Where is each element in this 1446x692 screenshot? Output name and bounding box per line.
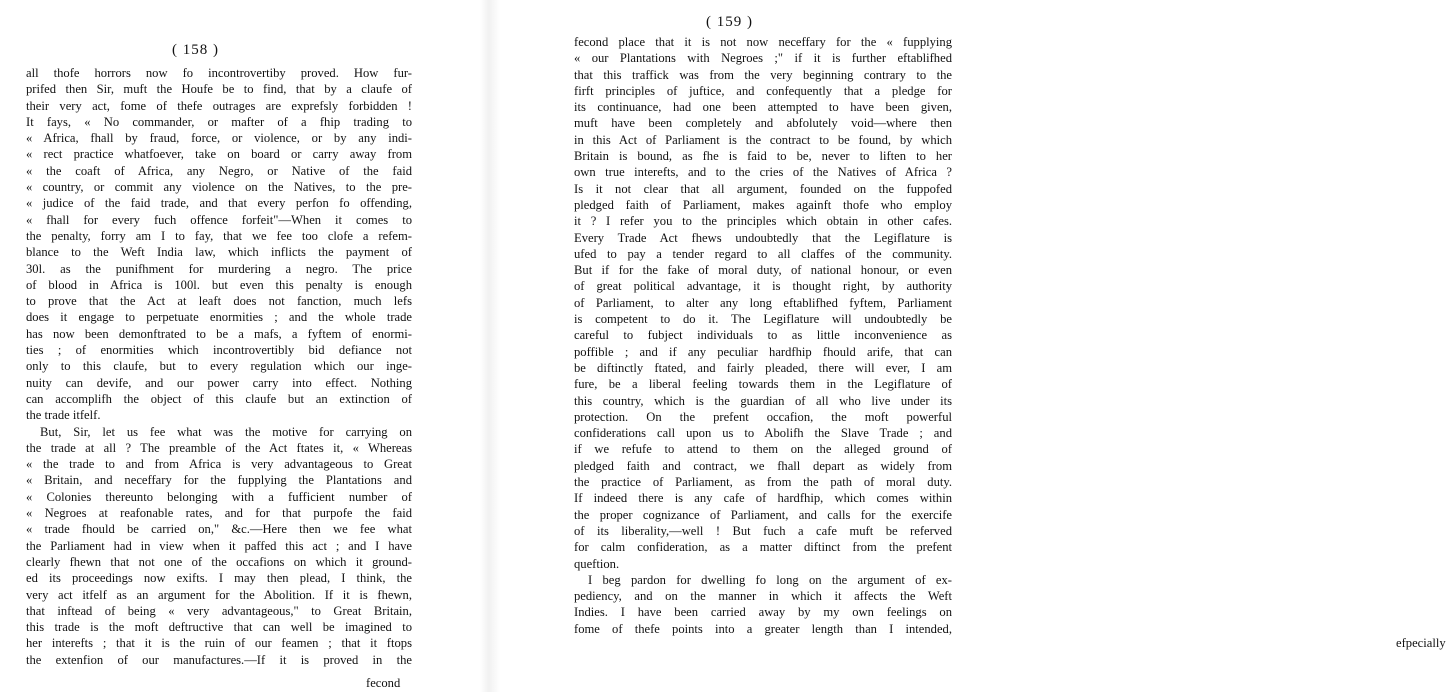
- text-line: blance to the Weft India law, which inflicts the payment of: [26, 245, 412, 260]
- text-line: of blood in Africa is 100l. but even this penalty is enough: [26, 277, 412, 292]
- text-line: her interefts ; that it is the ruin of our feamen ; that it ftops: [26, 636, 412, 651]
- text-line: « Africa, fhall by fraud, force, or violence, or by any indi-: [26, 131, 412, 146]
- text-line: It fays, « No commander, or mafter of a fhip trading to: [26, 114, 412, 129]
- text-line: ed its proceedings now exifts. I may then plead, I think, the: [26, 571, 412, 586]
- text-line: firft principles of juftice, and confequently that a pledge for: [574, 83, 952, 98]
- text-line: own true interefts, and to the cries of the Natives of Africa ?: [574, 165, 952, 180]
- text-line: for calm confideration, as a matter diftinct from the prefent: [574, 540, 952, 555]
- text-line: can accomplifh the object of this claufe but an extinction of: [26, 391, 412, 406]
- text-line: pledged faith and contract, we fhall depart as widely from: [574, 458, 952, 473]
- text-line: But, Sir, let us fee what was the motive for carrying on: [40, 424, 412, 439]
- page-number: ( 159 ): [706, 14, 753, 30]
- text-line: this country, which is the guardian of all who live under its: [574, 393, 952, 408]
- text-line: the proper cognizance of Parliament, and calls for the exercife: [574, 507, 952, 522]
- text-line: very act itfelf as an argument for the Abolition. If it is fhewn,: [26, 587, 412, 602]
- text-line: that inftead of being « very advantageous," to Great Britain,: [26, 603, 412, 618]
- page-text: [574, 34, 952, 637]
- text-line: « Britain, and neceffary for the fupplying the Plantations and: [26, 473, 412, 488]
- catchword: fecond: [366, 676, 401, 690]
- text-line: « the trade to and from Africa is very advantageous to Great: [26, 457, 412, 472]
- text-line: the trade itfelf.: [26, 408, 101, 423]
- text-line: its continuance, had one been attempted to have been given,: [574, 100, 952, 115]
- text-line: the practice of Parliament, as from the path of moral duty.: [574, 475, 952, 490]
- text-line: all thofe horrors now fo incontrovertiby proved. How fur-: [26, 66, 412, 80]
- text-line: Britain is bound, as fhe is faid to be, never to liften to her: [574, 149, 952, 164]
- page-text: [26, 65, 412, 668]
- catchword: efpecially: [1396, 636, 1446, 650]
- text-line: the Parliament had in view when it paffed this act ; and I have: [26, 538, 412, 553]
- text-line: prifed then Sir, muft the Houfe be to find, that by a claufe of: [26, 82, 412, 97]
- text-line: is competent to do it. The Legiflature will undoubtedly be: [574, 312, 952, 327]
- text-line: the extenfion of our manufactures.—If it is proved in the: [26, 652, 412, 667]
- text-line: If indeed there is any cafe of hardfhip, which comes within: [574, 491, 952, 506]
- text-line: that this traffick was from the very beginning contrary to the: [574, 67, 952, 82]
- text-line: has now been demonftrated to be a mafs, a fyftem of enormi-: [26, 326, 412, 341]
- text-line: clearly fhewn that not one of the occafions on which it ground-: [26, 554, 412, 569]
- text-line: in this Act of Parliament is the contract to be found, by which: [574, 132, 952, 147]
- text-line: « country, or commit any violence on the Natives, to the pre-: [26, 180, 412, 195]
- text-line: ties ; of enormities which incontrovertibly bid defiance not: [26, 343, 412, 358]
- text-line: careful to fubject individuals to as little inconvenience as: [574, 328, 952, 343]
- text-line: if we refufe to attend to them on the alleged ground of: [574, 442, 952, 457]
- text-line: poffible ; and if any peculiar hardfhip fhould arife, that can: [574, 344, 952, 359]
- text-line: Indies. I have been carried away by my own feelings on: [574, 605, 952, 620]
- text-line: « rect practice whatfoever, take on board or carry away from: [26, 147, 412, 162]
- text-line: fure, be a liberal feeling towards them in the Legiflature of: [574, 377, 952, 392]
- left-page: [0, 0, 490, 692]
- text-line: be diftinctly ftated, and fairly pleaded, there will ever, I am: [574, 360, 952, 375]
- text-line: « trade fhould be carried on," &c.—Here then we fee what: [26, 522, 412, 537]
- text-line: ufed to pay a tender regard to all claffes of the community.: [574, 246, 952, 261]
- text-line: I beg pardon for dwelling fo long on the argument of ex-: [588, 572, 952, 587]
- text-line: only to this claufe, but to every regulation which our inge-: [26, 359, 412, 374]
- text-line: queftion.: [574, 556, 620, 571]
- text-line: « Negroes at reafonable rates, and for that purpofe the faid: [26, 506, 412, 521]
- text-line: pediency, and on the manner in which it affects the Weft: [574, 589, 952, 604]
- text-line: « judice of the faid trade, and that every perfon fo offending,: [26, 196, 412, 211]
- text-line: « our Plantations with Negroes ;" if it is further eftablifhed: [574, 51, 952, 66]
- text-line: does it engage to perpetuate enormities ; and the whole trade: [26, 310, 412, 325]
- text-line: to prove that the Act at leaft does not fanction, much lefs: [26, 294, 412, 309]
- text-line: confiderations call upon us to Abolifh the Slave Trade ; and: [574, 426, 952, 441]
- text-line: the trade at all ? The preamble of the Act ftates it, « Whereas: [26, 440, 412, 455]
- text-line: « the coaft of Africa, any Negro, or Native of the faid: [26, 163, 412, 178]
- text-line: fome of thefe points into a greater length than I intended,: [574, 621, 952, 636]
- text-line: « fhall for every fuch offence forfeit"—When it comes to: [26, 212, 412, 227]
- text-line: But if for the fake of moral duty, of national honour, or even: [574, 263, 952, 278]
- text-line: the penalty, forry am I to fay, that we fee too clofe a refem-: [26, 228, 412, 243]
- text-line: 30l. as the punifhment for murdering a negro. The price: [26, 261, 412, 276]
- text-line: Every Trade Act fhews undoubtedly that the Legiflature is: [574, 230, 952, 245]
- text-line: fecond place that it is not now neceffary for the « fupplying: [574, 35, 952, 49]
- text-line: muft have been completely and abfolutely void—where then: [574, 116, 952, 131]
- text-line: of Parliament, to alter any long eftablifhed fyftem, Parliament: [574, 295, 952, 310]
- text-line: this trade is the moft deftructive that can well be imagined to: [26, 620, 412, 635]
- text-line: it ? I refer you to the principles which obtain in other cafes.: [574, 214, 952, 229]
- text-line: protection. On the prefent occafion, the moft powerful: [574, 409, 952, 424]
- text-line: « Colonies thereunto belonging with a fufficient number of: [26, 489, 412, 504]
- text-line: Is it not clear that all argument, founded on the fuppofed: [574, 181, 952, 196]
- right-page: [490, 0, 1446, 692]
- text-line: of its liberality,—well ! But fuch a cafe muft be referved: [574, 523, 952, 538]
- text-line: of great political advantage, it is thought right, by authority: [574, 279, 952, 294]
- text-line: nuity can devife, and our power carry into effect. Nothing: [26, 375, 412, 390]
- text-line: their very act, fome of thefe outrages are exprefsly forbidden !: [26, 98, 412, 113]
- page-number: ( 158 ): [172, 42, 219, 58]
- text-line: pledged faith of Parliament, makes againft thofe who employ: [574, 197, 952, 212]
